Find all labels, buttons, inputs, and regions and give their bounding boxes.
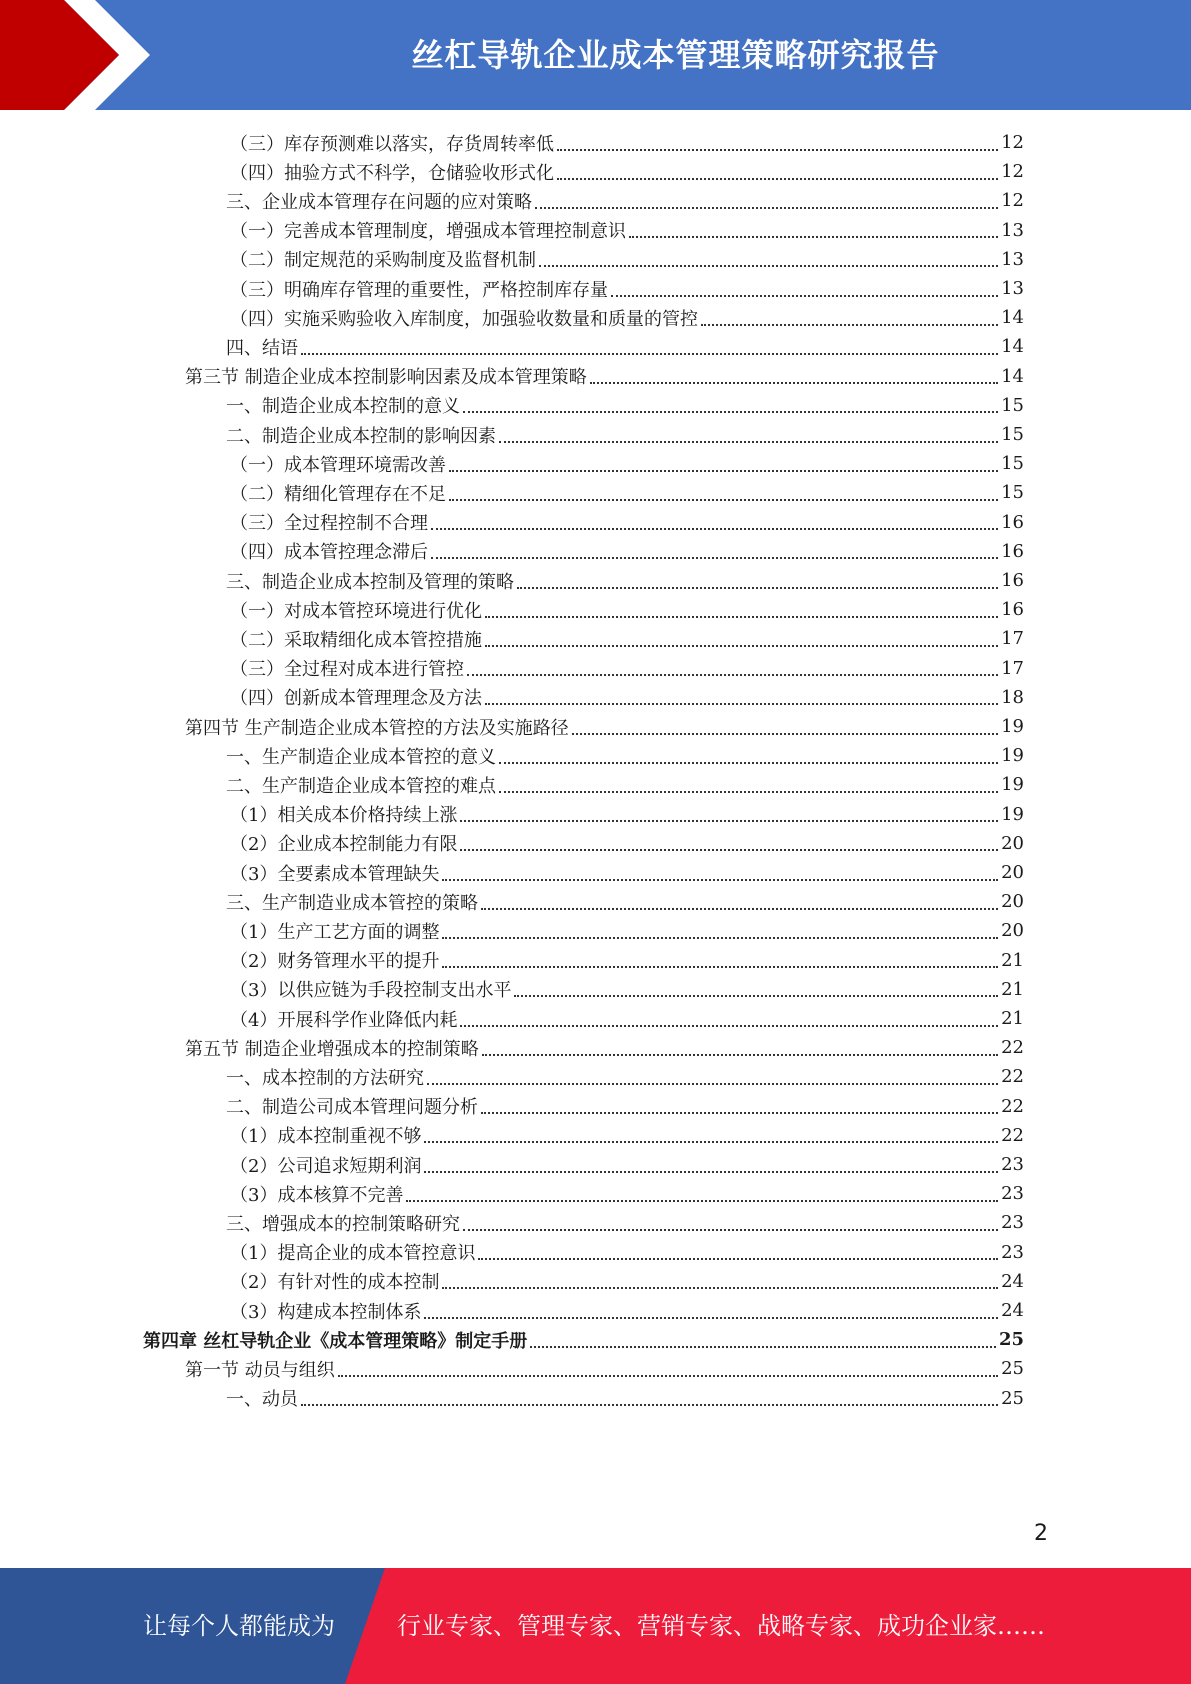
toc-leader-dots — [478, 1258, 998, 1260]
toc-entry[interactable] — [226, 1061, 1024, 1092]
toc-entry-page: 15 — [1001, 394, 1024, 416]
toc-entry-label: （四）实施采购验收入库制度，加强验收数量和质量的管控 — [230, 308, 698, 330]
toc-leader-dots — [301, 1404, 998, 1406]
toc-entry-page: 24 — [1001, 1270, 1024, 1292]
toc-entry-label: （三）全过程控制不合理 — [230, 513, 428, 535]
toc-leader-dots — [449, 470, 998, 472]
toc-leader-dots — [499, 762, 998, 764]
toc-entry-label: （2）有针对性的成本控制 — [230, 1272, 440, 1294]
toc-entry-label: 二、制造企业成本控制的影响因素 — [226, 425, 496, 447]
toc-entry[interactable] — [230, 244, 1024, 275]
toc-entry-label: （三）明确库存管理的重要性，严格控制库存量 — [230, 279, 608, 301]
toc-leader-dots — [485, 703, 998, 705]
toc-leader-dots — [460, 1025, 998, 1027]
toc-entry-page: 12 — [1001, 161, 1024, 183]
page-footer — [0, 1568, 1191, 1684]
toc-leader-dots — [431, 528, 998, 530]
toc-leader-dots — [463, 1229, 998, 1231]
toc-entry-label: 一、动员 — [226, 1389, 298, 1411]
toc-entry-page: 21 — [1001, 978, 1024, 1000]
footer-slogan-right: 行业专家、管理专家、营销专家、战略专家、成功企业家…… — [397, 1612, 1045, 1640]
toc-entry[interactable] — [230, 857, 1024, 888]
toc-entry-page: 19 — [1001, 774, 1024, 796]
toc-leader-dots — [406, 1200, 998, 1202]
report-title: 丝杠导轨企业成本管理策略研究报告 — [411, 36, 940, 74]
toc-entry[interactable] — [226, 886, 1024, 917]
toc-entry[interactable] — [230, 945, 1024, 976]
toc-entry[interactable] — [226, 1091, 1024, 1122]
toc-entry-label: （二）制定规范的采购制度及监督机制 — [230, 250, 536, 272]
toc-entry-label: 三、制造企业成本控制及管理的策略 — [226, 571, 514, 593]
toc-entry[interactable] — [230, 682, 1024, 713]
toc-entry[interactable] — [230, 1003, 1024, 1034]
toc-entry-page: 17 — [1001, 628, 1024, 650]
toc-entry[interactable] — [230, 1295, 1024, 1326]
toc-entry-page: 12 — [1001, 132, 1024, 153]
toc-entry[interactable] — [226, 185, 1024, 216]
toc-entry-page: 23 — [1001, 1183, 1024, 1205]
toc-entry-page: 16 — [1001, 511, 1024, 533]
toc-leader-dots — [557, 149, 998, 151]
toc-entry-page: 13 — [1001, 248, 1024, 270]
toc-entry[interactable] — [230, 915, 1024, 946]
toc-entry-page: 19 — [1001, 745, 1024, 767]
toc-entry[interactable] — [230, 1120, 1024, 1151]
toc-entry[interactable] — [226, 769, 1024, 800]
toc-entry[interactable] — [226, 740, 1024, 771]
toc-leader-dots — [338, 1375, 998, 1377]
toc-entry-page: 23 — [1001, 1241, 1024, 1263]
toc-entry-page: 16 — [1001, 540, 1024, 562]
toc-entry[interactable] — [230, 507, 1024, 538]
toc-entry[interactable] — [230, 828, 1024, 859]
toc-entry-label: （一）成本管理环境需改善 — [230, 454, 446, 476]
toc-entry-page: 25 — [1001, 1358, 1024, 1380]
toc-entry-label: （1）生产工艺方面的调整 — [230, 921, 440, 943]
toc-entry[interactable] — [230, 273, 1024, 304]
toc-entry[interactable] — [185, 361, 1024, 392]
toc-entry[interactable] — [230, 1178, 1024, 1209]
toc-entry-page: 15 — [1001, 453, 1024, 475]
toc-entry-label: （四）创新成本管理理念及方法 — [230, 688, 482, 710]
toc-entry[interactable] — [185, 1032, 1024, 1063]
toc-entry[interactable] — [226, 1207, 1024, 1238]
page-number: 2 — [1034, 1521, 1048, 1546]
toc-entry[interactable] — [230, 156, 1024, 187]
toc-entry-label: 三、企业成本管理存在问题的应对策略 — [226, 191, 532, 213]
toc-entry[interactable] — [185, 1353, 1024, 1384]
toc-leader-dots — [485, 616, 998, 618]
toc-entry-page: 23 — [1001, 1154, 1024, 1175]
toc-entry-page: 21 — [1001, 949, 1024, 971]
toc-entry[interactable] — [230, 215, 1024, 246]
toc-entry-page: 19 — [1001, 716, 1024, 737]
toc-entry-label: （二）采取精细化成本管控措施 — [230, 629, 482, 651]
toc-leader-dots — [557, 178, 998, 180]
toc-entry-label: （4）开展科学作业降低内耗 — [230, 1009, 458, 1031]
toc-leader-dots — [701, 324, 998, 326]
toc-entry[interactable] — [230, 302, 1024, 333]
toc-entry[interactable] — [230, 594, 1024, 625]
toc-entry[interactable] — [230, 799, 1024, 830]
toc-entry-label: 二、制造公司成本管理问题分析 — [226, 1097, 478, 1119]
toc-leader-dots — [463, 411, 998, 413]
toc-entry-label: 一、成本控制的方法研究 — [226, 1067, 424, 1089]
toc-entry-label: （3）成本核算不完善 — [230, 1184, 404, 1206]
toc-entry-label: （1）成本控制重视不够 — [230, 1126, 422, 1148]
toc-entry-label: 三、增强成本的控制策略研究 — [226, 1213, 460, 1235]
footer-slogan-left: 让每个人都能成为 — [143, 1612, 335, 1640]
toc-entry-page: 20 — [1001, 862, 1024, 883]
toc-entry-page: 14 — [1001, 336, 1024, 358]
toc-entry-label: （2）公司追求短期利润 — [230, 1155, 422, 1177]
toc-leader-dots — [460, 820, 998, 822]
toc-leader-dots — [460, 849, 998, 851]
toc-leader-dots — [590, 382, 998, 384]
toc-leader-dots — [530, 1346, 996, 1348]
toc-entry[interactable] — [230, 477, 1024, 508]
toc-leader-dots — [424, 1171, 998, 1173]
toc-leader-dots — [481, 1112, 998, 1114]
toc-entry-page: 16 — [1001, 570, 1024, 591]
toc-entry-page: 15 — [1001, 482, 1024, 504]
toc-entry-page: 25 — [1001, 1387, 1024, 1409]
toc-entry-label: 第四节 生产制造企业成本管控的方法及实施路径 — [185, 717, 569, 739]
toc-entry-page: 15 — [1001, 424, 1024, 445]
toc-entry-label: （二）精细化管理存在不足 — [230, 483, 446, 505]
toc-leader-dots — [301, 353, 998, 355]
toc-entry[interactable] — [230, 536, 1024, 567]
toc-entry-label: （一）对成本管控环境进行优化 — [230, 600, 482, 622]
toc-entry-page: 20 — [1001, 891, 1024, 913]
toc-entry-label: 第四章 丝杠导轨企业《成本管理策略》制定手册 — [143, 1330, 528, 1352]
toc-entry-page: 14 — [1001, 365, 1024, 387]
toc-entry[interactable] — [230, 653, 1024, 684]
toc-leader-dots — [499, 441, 998, 443]
toc-entry-label: （3）全要素成本管理缺失 — [230, 863, 440, 885]
toc-entry[interactable] — [226, 331, 1024, 362]
toc-leader-dots — [424, 1141, 998, 1143]
toc-leader-dots — [467, 674, 998, 676]
toc-leader-dots — [499, 791, 998, 793]
toc-entry[interactable] — [230, 127, 1024, 158]
toc-entry[interactable] — [226, 1383, 1024, 1414]
toc-entry-label: （一）完善成本管理制度，增强成本管理控制意识 — [230, 221, 626, 243]
toc-entry[interactable] — [143, 1324, 1024, 1355]
toc-entry[interactable] — [230, 448, 1024, 479]
toc-entry-label: 二、生产制造企业成本管控的难点 — [226, 775, 496, 797]
toc-entry-label: （四）成本管控理念滞后 — [230, 542, 428, 564]
toc-entry-label: 一、生产制造企业成本管控的意义 — [226, 746, 496, 768]
toc-entry[interactable] — [226, 419, 1024, 450]
toc-entry-label: （3）构建成本控制体系 — [230, 1301, 422, 1323]
toc-leader-dots — [427, 1083, 998, 1085]
toc-leader-dots — [517, 587, 998, 589]
toc-entry[interactable] — [226, 390, 1024, 421]
toc-entry-label: （三）全过程对成本进行管控 — [230, 659, 464, 681]
toc-entry-page: 14 — [1001, 307, 1024, 329]
page-header — [0, 0, 1191, 110]
toc-entry-page: 22 — [1001, 1095, 1024, 1117]
toc-entry-page: 24 — [1001, 1300, 1024, 1321]
toc-leader-dots — [482, 1054, 998, 1056]
toc-leader-dots — [485, 645, 998, 647]
toc-entry[interactable] — [230, 1237, 1024, 1268]
toc-entry-label: （四）抽验方式不科学，仓储验收形式化 — [230, 162, 554, 184]
toc-entry-page: 22 — [1001, 1066, 1024, 1088]
toc-entry-label: （3）以供应链为手段控制支出水平 — [230, 980, 512, 1002]
toc-leader-dots — [535, 207, 998, 209]
toc-entry-page: 20 — [1001, 920, 1024, 942]
toc-entry-page: 23 — [1001, 1212, 1024, 1234]
toc-entry-label: 第五节 制造企业增强成本的控制策略 — [185, 1038, 479, 1060]
toc-entry-page: 25 — [998, 1329, 1024, 1351]
toc-entry-page: 17 — [1001, 657, 1024, 679]
toc-entry-page: 22 — [1001, 1037, 1024, 1059]
toc-entry-label: （三）库存预测难以落实，存货周转率低 — [230, 133, 554, 155]
toc-entry-label: 一、制造企业成本控制的意义 — [226, 396, 460, 418]
toc-leader-dots — [539, 265, 998, 267]
toc-leader-dots — [572, 733, 998, 735]
toc-entry[interactable] — [230, 1149, 1024, 1180]
toc-leader-dots — [442, 937, 998, 939]
toc-leader-dots — [442, 1287, 998, 1289]
toc-entry-page: 19 — [1001, 803, 1024, 825]
toc-entry[interactable] — [185, 711, 1024, 742]
toc-leader-dots — [442, 879, 998, 881]
toc-leader-dots — [449, 499, 998, 501]
toc-leader-dots — [481, 908, 998, 910]
toc-entry-page: 16 — [1001, 599, 1024, 621]
toc-entry[interactable] — [226, 565, 1024, 596]
toc-entry-label: （1）相关成本价格持续上涨 — [230, 805, 458, 827]
toc-entry-page: 18 — [1001, 686, 1024, 708]
toc-entry-label: （2）企业成本控制能力有限 — [230, 834, 458, 856]
toc-leader-dots — [514, 995, 998, 997]
toc-entry-page: 22 — [1001, 1124, 1024, 1146]
toc-entry[interactable] — [230, 974, 1024, 1005]
toc-entry-label: 四、结语 — [226, 337, 298, 359]
toc-leader-dots — [442, 966, 998, 968]
toc-entry-page: 13 — [1001, 278, 1024, 299]
toc-entry-page: 21 — [1001, 1008, 1024, 1029]
toc-entry-page: 12 — [1001, 190, 1024, 212]
toc-entry[interactable] — [230, 623, 1024, 654]
toc-entry-label: （2）财务管理水平的提升 — [230, 951, 440, 973]
toc-entry[interactable] — [230, 1266, 1024, 1297]
toc-entry-page: 13 — [1001, 219, 1024, 241]
toc-leader-dots — [611, 295, 998, 297]
toc-entry-page: 20 — [1001, 832, 1024, 854]
toc-entry-label: （1）提高企业的成本管控意识 — [230, 1243, 476, 1265]
toc-entry-label: 第一节 动员与组织 — [185, 1359, 335, 1381]
toc-entry-label: 第三节 制造企业成本控制影响因素及成本管理策略 — [185, 367, 587, 389]
toc-leader-dots — [431, 557, 998, 559]
toc-leader-dots — [629, 236, 998, 238]
toc-leader-dots — [424, 1317, 998, 1319]
toc-entry-label: 三、生产制造业成本管控的策略 — [226, 892, 478, 914]
